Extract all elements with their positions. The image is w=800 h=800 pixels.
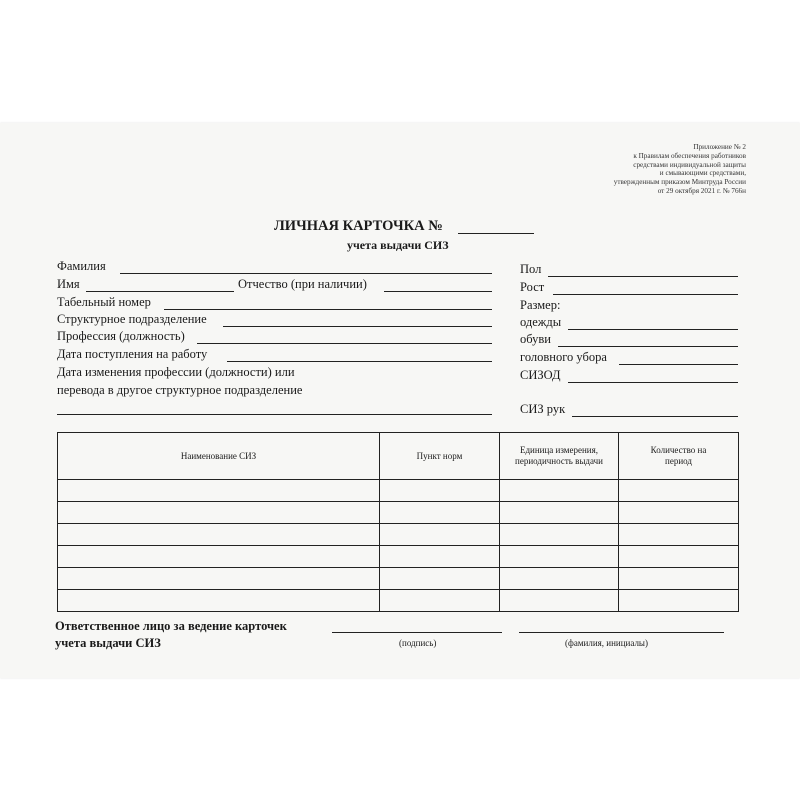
table-cell[interactable] <box>58 546 380 568</box>
table-cell[interactable] <box>380 546 500 568</box>
employee-number-label: Табельный номер <box>57 295 151 309</box>
appendix-line: от 29 октября 2021 г. № 766н <box>657 186 746 195</box>
gloves-field[interactable] <box>572 416 738 417</box>
height-field[interactable] <box>553 294 738 295</box>
clothes-size-field[interactable] <box>568 329 738 330</box>
table-cell[interactable] <box>500 590 619 612</box>
headwear-size-field[interactable] <box>619 364 738 365</box>
employee-number-field[interactable] <box>164 309 492 310</box>
responsible-label: Ответственное лицо за ведение карточек <box>55 619 287 633</box>
sex-label: Пол <box>520 262 542 276</box>
name-label: Имя <box>57 277 80 291</box>
sex-field[interactable] <box>548 276 738 277</box>
appendix-line: к Правилам обеспечения работников <box>633 151 746 160</box>
appendix-note <box>486 143 746 196</box>
card-number-line[interactable] <box>458 233 534 234</box>
table-cell[interactable] <box>619 546 739 568</box>
change-date-label: Дата изменения профессии (должности) или <box>57 365 295 379</box>
table-cell[interactable] <box>380 524 500 546</box>
name-field[interactable] <box>86 291 234 292</box>
table-cell[interactable] <box>619 568 739 590</box>
sizod-label: СИЗОД <box>520 368 561 382</box>
table-cell[interactable] <box>619 502 739 524</box>
table-cell[interactable] <box>58 524 380 546</box>
signature-line[interactable] <box>332 632 502 633</box>
table-cell[interactable] <box>619 480 739 502</box>
height-label: Рост <box>520 280 545 294</box>
table-cell[interactable] <box>58 502 380 524</box>
col-header-quantity: Количество на период <box>619 433 739 480</box>
surname-field[interactable] <box>120 273 492 274</box>
table-cell[interactable] <box>500 502 619 524</box>
name-initials-caption: (фамилия, инициалы) <box>565 638 648 648</box>
appendix-line: и смывающими средствами, <box>659 169 746 178</box>
responsible-label-cont: учета выдачи СИЗ <box>55 636 161 650</box>
table-cell[interactable] <box>380 590 500 612</box>
table-cell[interactable] <box>380 568 500 590</box>
table-cell[interactable] <box>58 480 380 502</box>
table-row <box>58 524 739 546</box>
name-initials-line[interactable] <box>519 632 724 633</box>
table-cell[interactable] <box>58 568 380 590</box>
sizod-field[interactable] <box>568 382 738 383</box>
table-header-row <box>58 433 739 480</box>
hire-date-label: Дата поступления на работу <box>57 347 208 361</box>
table-row <box>58 568 739 590</box>
issuance-table <box>57 432 739 612</box>
change-date-label-cont: перевода в другое структурное подразделение <box>57 383 303 397</box>
table-cell[interactable] <box>58 590 380 612</box>
table-row <box>58 590 739 612</box>
signature-caption: (подпись) <box>399 638 437 648</box>
table-row <box>58 480 739 502</box>
appendix-line: Приложение № 2 <box>693 143 746 151</box>
form-subtitle: учета выдачи СИЗ <box>347 238 449 252</box>
profession-label: Профессия (должность) <box>57 329 185 343</box>
shoes-size-field[interactable] <box>558 346 738 347</box>
form-title: ЛИЧНАЯ КАРТОЧКА № <box>274 218 443 234</box>
hire-date-field[interactable] <box>227 361 492 362</box>
table-cell[interactable] <box>619 524 739 546</box>
patronymic-field[interactable] <box>384 291 492 292</box>
table-cell[interactable] <box>380 480 500 502</box>
change-date-field[interactable] <box>57 414 492 415</box>
table-row <box>58 546 739 568</box>
table-row <box>58 502 739 524</box>
table-cell[interactable] <box>500 480 619 502</box>
gloves-label: СИЗ рук <box>520 402 566 416</box>
patronymic-label: Отчество (при наличии) <box>238 277 367 291</box>
profession-field[interactable] <box>197 343 492 344</box>
appendix-line: средствами индивидуальной защиты <box>633 160 746 169</box>
table-cell[interactable] <box>619 590 739 612</box>
col-header-siz-name: Наименование СИЗ <box>58 433 380 480</box>
headwear-size-label: головного убора <box>520 350 607 364</box>
surname-label: Фамилия <box>57 259 106 273</box>
table-cell[interactable] <box>380 502 500 524</box>
col-header-unit: Единица измерения, периодичность выдачи <box>500 433 619 480</box>
table-cell[interactable] <box>500 546 619 568</box>
table-cell[interactable] <box>500 568 619 590</box>
department-field[interactable] <box>223 326 492 327</box>
department-label: Структурное подразделение <box>57 312 207 326</box>
col-header-norm-item: Пункт норм <box>380 433 500 480</box>
clothes-size-label: одежды <box>520 315 562 329</box>
size-label: Размер: <box>520 298 561 312</box>
shoes-size-label: обуви <box>520 332 551 346</box>
table-cell[interactable] <box>500 524 619 546</box>
appendix-line: утвержденным приказом Минтруда России <box>613 178 746 187</box>
